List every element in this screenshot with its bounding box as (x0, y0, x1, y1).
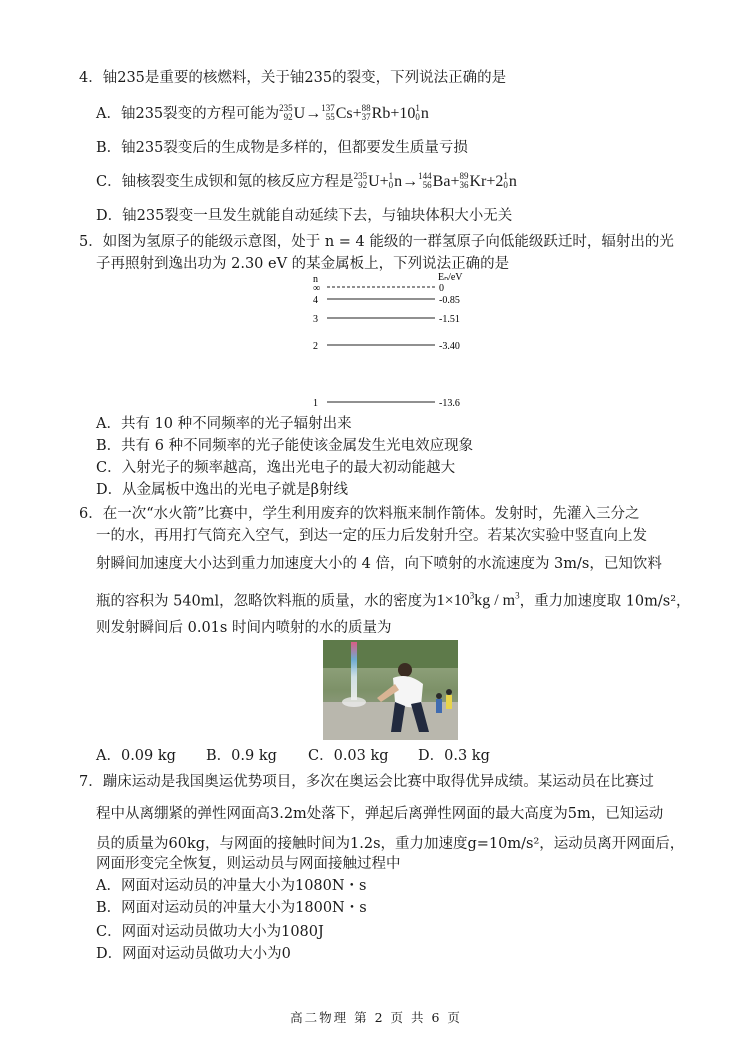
q4-option-c (96, 172, 517, 192)
level-n-label: 2 (313, 341, 318, 352)
level-n-label: 1 (313, 398, 318, 409)
q4-option-a (96, 104, 429, 124)
diagram-e-header: Eₙ/eV (438, 272, 463, 283)
level-energy-label: 0 (439, 283, 444, 294)
q7-option-c: C．网面对运动员做功大小为1080J (96, 924, 324, 940)
q4-option-a-text: A．铀235裂变的方程可能为 (96, 106, 280, 122)
q6-density: $1\times 10^3kg / m^3$ (436, 591, 520, 610)
q6-line4: 瓶的容积为 540ml，忽略饮料瓶的质量，水的密度为$1\times 10^3kg / m^3$，重力加速度取 10m/s²， (96, 591, 691, 610)
q4-stem: 4．铀235是重要的核燃料，关于铀235的裂变，下列说法正确的是 (79, 70, 507, 86)
level-n-label: 4 (313, 295, 318, 306)
page-footer: 高二物理 第 2 页 共 6 页 (290, 1010, 462, 1025)
q5-stem-line1: 5．如图为氢原子的能级示意图，处于 n = 4 能级的一群氢原子向低能级跃迁时，辐射出的光 (79, 234, 674, 250)
q4-option-c-equation: 235 92 U+ 1 0 n→ 144 56 Ba+ 89 36 Kr+2 1 0 n (353, 171, 517, 191)
level-energy-label: -0.85 (439, 295, 460, 306)
q6-line2: 一的水，再用打气筒充入空气，到达一定的压力后发射升空。若某次实验中竖直向上发 (96, 528, 647, 544)
diagram-n-header: n (313, 274, 318, 285)
q7-option-b: B．网面对运动员的冲量大小为1800N・s (96, 900, 367, 916)
water-rocket-photo (323, 640, 458, 740)
q4-option-a-equation: 235 92 U→ 137 55 Cs+ 88 37 Rb+10 1 0 n (279, 103, 429, 123)
q5-option-b: B．共有 6 种不同频率的光子能使该金属发生光电效应现象 (96, 438, 474, 454)
level-n-label: ∞ (313, 283, 321, 294)
q4-option-c-text: C．铀核裂变生成钡和氪的核反应方程是 (96, 174, 354, 190)
q7-option-d: D．网面对运动员做功大小为0 (96, 946, 291, 962)
q6-line1: 6．在一次“水火箭”比赛中，学生利用废弃的饮料瓶来制作箭体。发射时，先灌入三分之 (79, 506, 640, 522)
level-energy-label: -1.51 (439, 314, 460, 325)
q5-stem-line2: 子再照射到逸出功为 2.30 eV 的某金属板上，下列说法正确的是 (96, 256, 510, 272)
level-energy-label: -13.6 (439, 398, 460, 409)
q6-option-b: B．0.9 kg (206, 748, 277, 764)
q4-option-b: B．铀235裂变后的生成物是多样的，但都要发生质量亏损 (96, 140, 468, 156)
q7-line2: 程中从离绷紧的弹性网面高3.2m处落下，弹起后离弹性网面的最大高度为5m，已知运动 (96, 806, 664, 822)
q4-option-d: D．铀235裂变一旦发生就能自动延续下去，与铀块体积大小无关 (96, 208, 513, 224)
level-n-label: 3 (313, 314, 318, 325)
q6-option-a: A．0.09 kg (96, 748, 176, 764)
q7-line1: 7．蹦床运动是我国奥运优势项目，多次在奥运会比赛中取得优异成绩。某运动员在比赛过 (79, 774, 654, 790)
q5-option-c: C．入射光子的频率越高，逸出光电子的最大初动能越大 (96, 460, 456, 476)
q5-option-d: D．从金属板中逸出的光电子就是β射线 (96, 482, 349, 498)
q7-option-a: A．网面对运动员的冲量大小为1080N・s (96, 878, 367, 894)
q7-line3: 员的质量为60kg，与网面的接触时间为1.2s，重力加速度g=10m/s²，运动员离开网面后， (96, 836, 685, 852)
energy-level-diagram (305, 270, 495, 410)
q6-line5: 则发射瞬间后 0.01s 时间内喷射的水的质量为 (96, 620, 392, 636)
q6-option-d: D．0.3 kg (418, 748, 490, 764)
q5-option-a: A．共有 10 种不同频率的光子辐射出来 (96, 416, 352, 432)
q6-line3: 射瞬间加速度大小达到重力加速度大小的 4 倍，向下喷射的水流速度为 3m/s，已知饮料 (96, 556, 662, 572)
level-energy-label: -3.40 (439, 341, 460, 352)
q7-line4: 网面形变完全恢复，则运动员与网面接触过程中 (96, 856, 401, 872)
q6-option-c: C．0.03 kg (308, 748, 389, 764)
